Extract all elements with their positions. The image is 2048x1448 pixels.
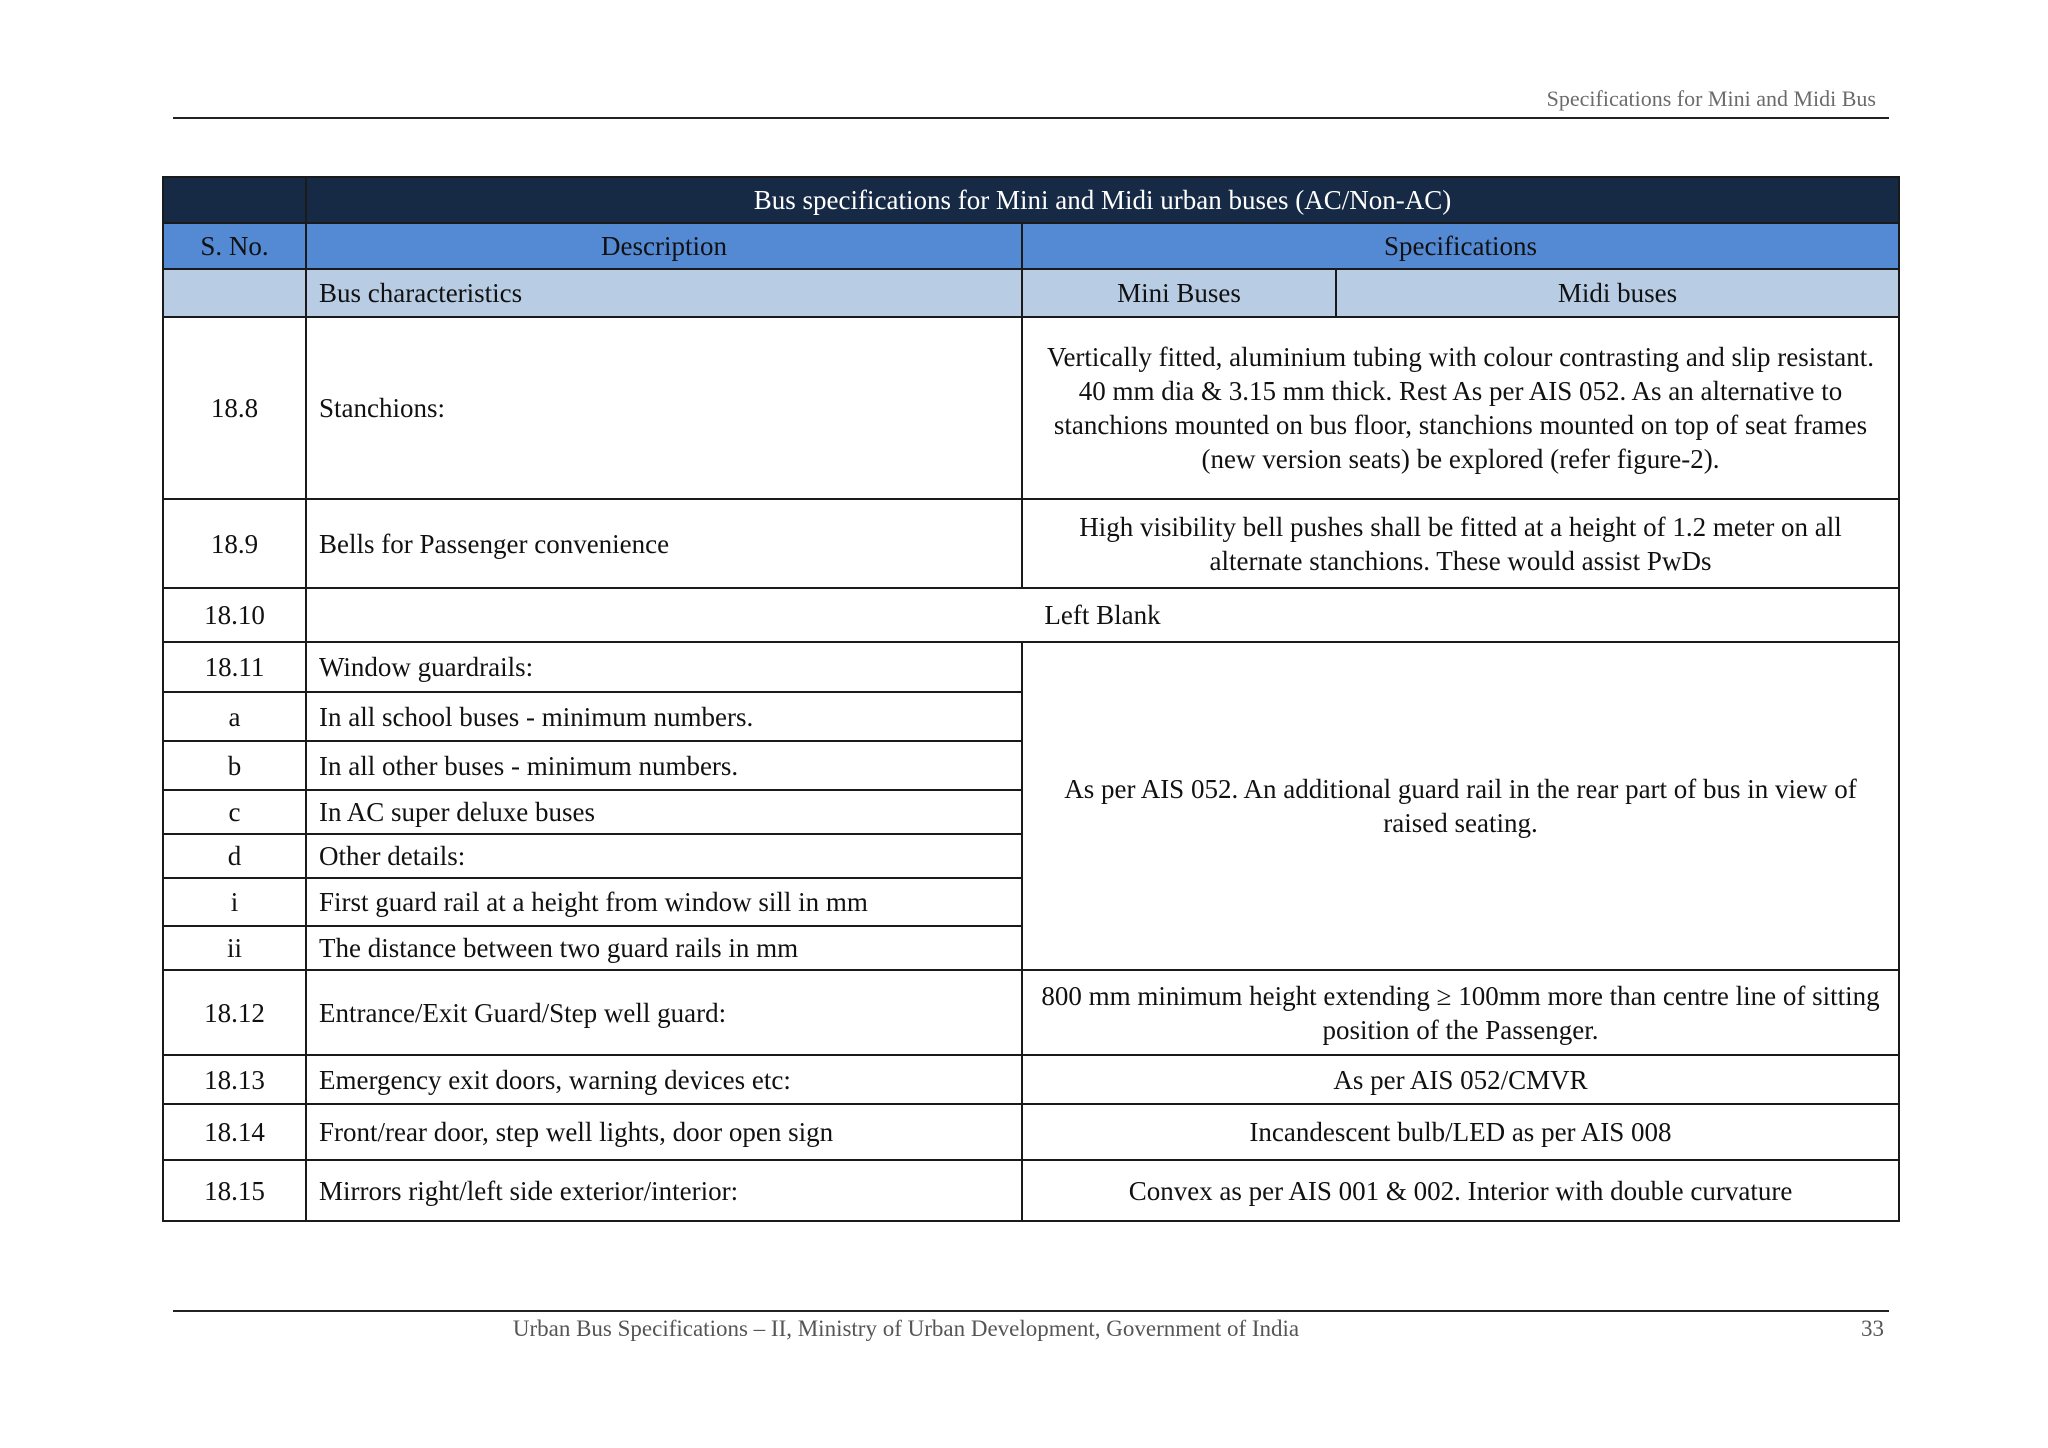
title-blank-cell <box>163 177 306 223</box>
row-sno: a <box>163 692 306 741</box>
row-description: Entrance/Exit Guard/Step well guard: <box>306 970 1022 1055</box>
row-sno: 18.14 <box>163 1104 306 1160</box>
table-title-row <box>163 177 1899 223</box>
row-sno: b <box>163 741 306 790</box>
row-description: First guard rail at a height from window sill in mm <box>306 878 1022 926</box>
column-header-row <box>163 223 1899 269</box>
row-sno: ii <box>163 926 306 970</box>
row-sno: 18.12 <box>163 970 306 1055</box>
table-row <box>163 1055 1899 1104</box>
row-description: Window guardrails: <box>306 642 1022 692</box>
table-row <box>163 1160 1899 1221</box>
table-row <box>163 317 1899 499</box>
row-description: In AC super deluxe buses <box>306 790 1022 834</box>
table-row <box>163 588 1899 642</box>
running-header: Specifications for Mini and Midi Bus <box>1546 86 1876 111</box>
page-number: 33 <box>1861 1316 1884 1341</box>
footer-rule <box>173 1310 1889 1312</box>
row-specification: High visibility bell pushes shall be fitted at a height of 1.2 meter on all alternate stanchions. These would assist PwDs <box>1022 499 1899 588</box>
row-specification: Vertically fitted, aluminium tubing with colour contrasting and slip resistant. 40 mm dia & 3.15 mm thick. Rest As per AIS 052. As an alternative to stanchions mounted on bus floor, stanchions mounted on top of seat frames (new version seats) be explored (refer figure-2). <box>1022 317 1899 499</box>
table-row <box>163 1104 1899 1160</box>
row-description: Mirrors right/left side exterior/interior: <box>306 1160 1022 1221</box>
row-description: Bells for Passenger convenience <box>306 499 1022 588</box>
row-specification: Left Blank <box>306 588 1899 642</box>
sub-header-blank <box>163 269 306 317</box>
table-row <box>163 970 1899 1055</box>
header-rule <box>173 117 1889 119</box>
row-description: Front/rear door, step well lights, door open sign <box>306 1104 1022 1160</box>
col-header-description: Description <box>306 223 1022 269</box>
row-description: Stanchions: <box>306 317 1022 499</box>
row-description: Emergency exit doors, warning devices etc: <box>306 1055 1022 1104</box>
table-row <box>163 642 1899 692</box>
table-title: Bus specifications for Mini and Midi urban buses (AC/Non-AC) <box>306 177 1899 223</box>
sub-header-row <box>163 269 1899 317</box>
guardrail-specification: As per AIS 052. An additional guard rail in the rear part of bus in view of raised seating. <box>1022 642 1899 970</box>
footer-text: Urban Bus Specifications – II, Ministry of Urban Development, Government of India <box>512 1316 1300 1341</box>
row-sno: 18.13 <box>163 1055 306 1104</box>
row-sno: 18.9 <box>163 499 306 588</box>
row-specification: Incandescent bulb/LED as per AIS 008 <box>1022 1104 1899 1160</box>
col-header-specifications: Specifications <box>1022 223 1899 269</box>
col-header-sno: S. No. <box>163 223 306 269</box>
row-description: In all other buses - minimum numbers. <box>306 741 1022 790</box>
row-sno: d <box>163 834 306 878</box>
row-description: The distance between two guard rails in mm <box>306 926 1022 970</box>
row-description: Other details: <box>306 834 1022 878</box>
specifications-table <box>162 176 1900 1222</box>
row-sno: i <box>163 878 306 926</box>
row-sno: 18.11 <box>163 642 306 692</box>
row-specification: Convex as per AIS 001 & 002. Interior with double curvature <box>1022 1160 1899 1221</box>
row-specification: As per AIS 052/CMVR <box>1022 1055 1899 1104</box>
row-sno: 18.15 <box>163 1160 306 1221</box>
row-sno: 18.8 <box>163 317 306 499</box>
row-specification: 800 mm minimum height extending ≥ 100mm more than centre line of sitting position of the Passenger. <box>1022 970 1899 1055</box>
sub-header-mini: Mini Buses <box>1022 269 1336 317</box>
sub-header-midi: Midi buses <box>1336 269 1899 317</box>
row-description: In all school buses - minimum numbers. <box>306 692 1022 741</box>
row-sno: c <box>163 790 306 834</box>
row-sno: 18.10 <box>163 588 306 642</box>
table-row <box>163 499 1899 588</box>
sub-header-characteristics: Bus characteristics <box>306 269 1022 317</box>
